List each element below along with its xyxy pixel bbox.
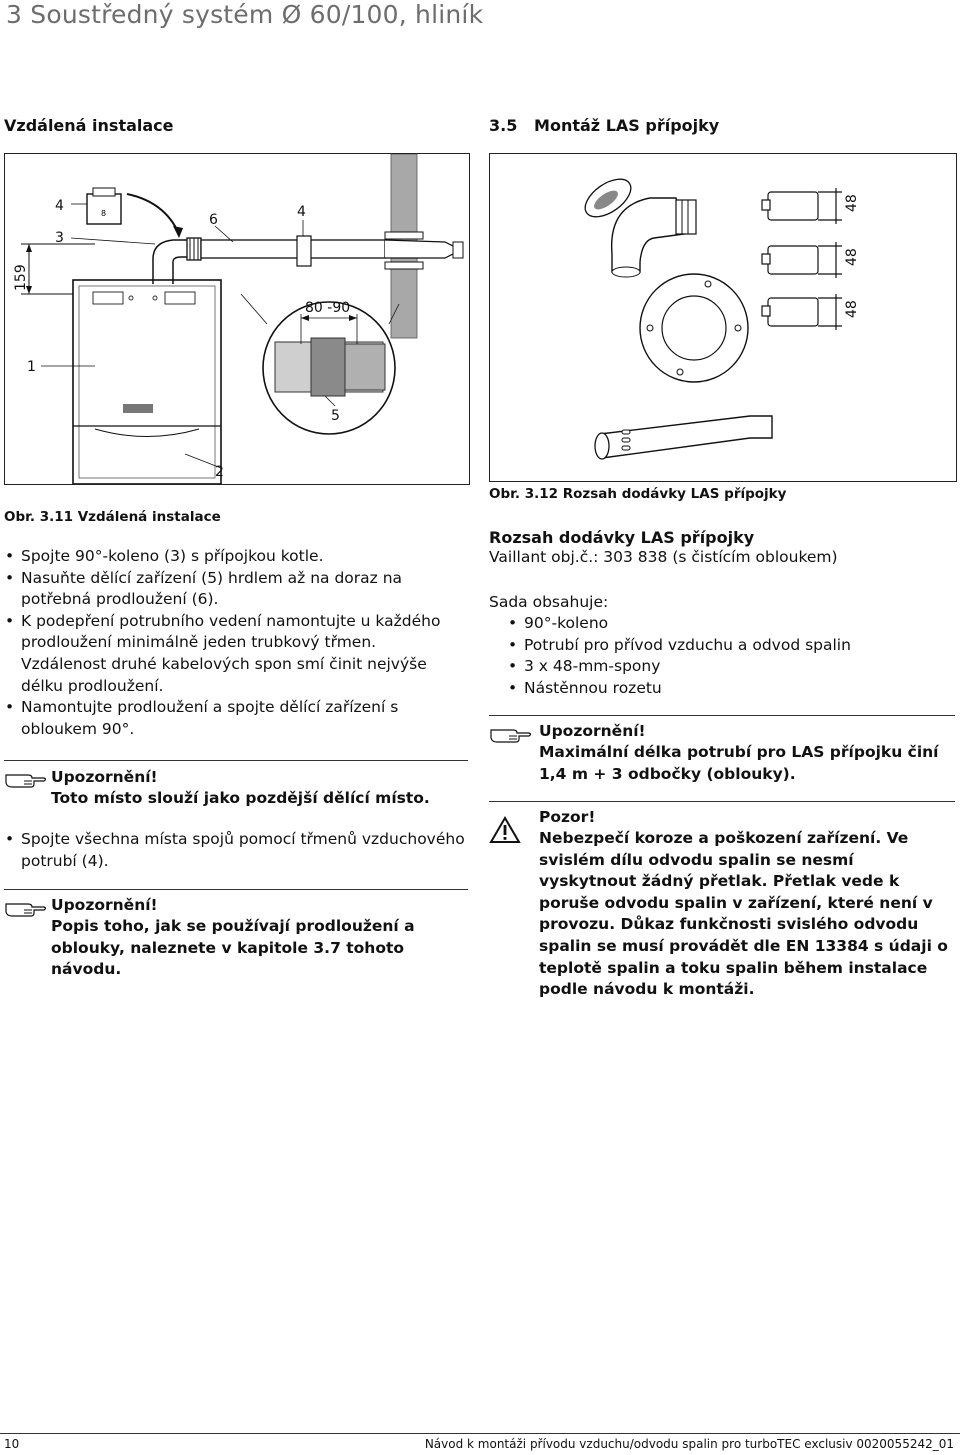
dim-159: 159 (13, 264, 29, 291)
bullet-list-steps (4, 546, 466, 740)
figure-las-kit (489, 153, 957, 482)
page-number: 10 (4, 1437, 20, 1451)
warning-body: Nebezpečí koroze a poškození zařízení. Ve svislém dílu odvodu spalin se nesmí vyskytnout žádný přetlak. Přetlak vede k poruše odvodu spalin v zařízení, které není v provozu. Důkaz funkčnosti svislého odvodu spalin se musí provádět dle EN 13384 s údaji o teplotě spalin a toku spalin během instalace podle návodu k montáži. (539, 829, 948, 999)
label-4-top: 4 (55, 198, 64, 214)
pointing-hand-icon (489, 724, 533, 746)
label-1: 1 (27, 359, 36, 375)
note-max-length (489, 715, 955, 788)
note-heading: Upozornění! (51, 768, 158, 786)
list-item: • Nástěnnou rozetu (507, 678, 955, 700)
dim-48-1: 48 (844, 194, 860, 212)
figure-caption-left: Obr. 3.11 Vzdálená instalace (4, 509, 221, 525)
kit-contents-list (489, 613, 955, 699)
pointing-hand-icon (4, 769, 48, 791)
dim-80-90: 80 -90 (305, 300, 351, 316)
note-body: Toto místo slouží jako pozdější dělící místo. (51, 789, 430, 807)
warning-heading: Pozor! (539, 808, 596, 826)
list-item: • Spojte všechna místa spojů pomocí třmenů vzduchového potrubí (4). (4, 829, 466, 872)
bullet-list-clamps (4, 829, 466, 872)
svg-text:8: 8 (101, 209, 107, 218)
section-title-left: Vzdálená instalace (4, 116, 174, 135)
note-body: Maximální délka potrubí pro LAS přípojku činí 1,4 m + 3 odbočky (oblouky). (539, 743, 939, 783)
note-body: Popis toho, jak se používají prodloužení a oblouky, naleznete v kapitole 3.7 tohoto návodu. (51, 917, 415, 979)
footer-document-title: Návod k montáži přívodu vzduchu/odvodu spalin pro turboTEC exclusiv 0020055242_01 (424, 1437, 954, 1451)
list-item: • Nasuňte dělící zařízení (5) hrdlem až na doraz na potřebná prodloužení (6). (4, 568, 466, 611)
label-5: 5 (331, 408, 340, 424)
order-number: Vaillant obj.č.: 303 838 (s čistícím obloukem) (489, 548, 838, 566)
list-item: • Spojte 90°-koleno (3) s přípojkou kotle. (4, 546, 466, 568)
pointing-hand-icon (4, 898, 48, 920)
dim-48-2: 48 (844, 248, 860, 266)
kit-subheading: Rozsah dodávky LAS přípojky (489, 528, 755, 547)
warning-triangle-icon (489, 816, 521, 844)
list-item: • K podepření potrubního vedení namontujte u každého prodloužení minimálně jeden trubkový třmen. Vzdálenost druhé kabelových spon smí činit nejvýše délku prodloužení. (4, 611, 466, 697)
note-heading: Upozornění! (51, 896, 158, 914)
label-3: 3 (55, 230, 64, 246)
las-kit-diagram (490, 154, 956, 481)
list-item: • 3 x 48-mm-spony (507, 656, 955, 678)
label-6: 6 (209, 212, 218, 228)
chapter-title: 3 Soustředný systém Ø 60/100, hliník (6, 0, 484, 29)
note-separation-point (4, 760, 468, 811)
figure-caption-right: Obr. 3.12 Rozsah dodávky LAS přípojky (489, 486, 787, 502)
kit-intro: Sada obsahuje: (489, 593, 609, 611)
warning-corrosion (489, 801, 955, 1012)
section-title-right: 3.5 Montáž LAS přípojky (489, 116, 720, 135)
remote-installation-diagram (5, 154, 469, 484)
note-extensions (4, 889, 468, 979)
figure-remote-installation (4, 153, 470, 485)
note-heading: Upozornění! (539, 722, 646, 740)
list-item: • Potrubí pro přívod vzduchu a odvod spalin (507, 635, 955, 657)
label-2: 2 (215, 464, 224, 480)
list-item: • Namontujte prodloužení a spojte dělící zařízení s obloukem 90°. (4, 697, 466, 740)
footer-rule (0, 1433, 960, 1434)
label-4-right: 4 (297, 204, 306, 220)
list-item: • 90°-koleno (507, 613, 955, 635)
dim-48-3: 48 (844, 300, 860, 318)
